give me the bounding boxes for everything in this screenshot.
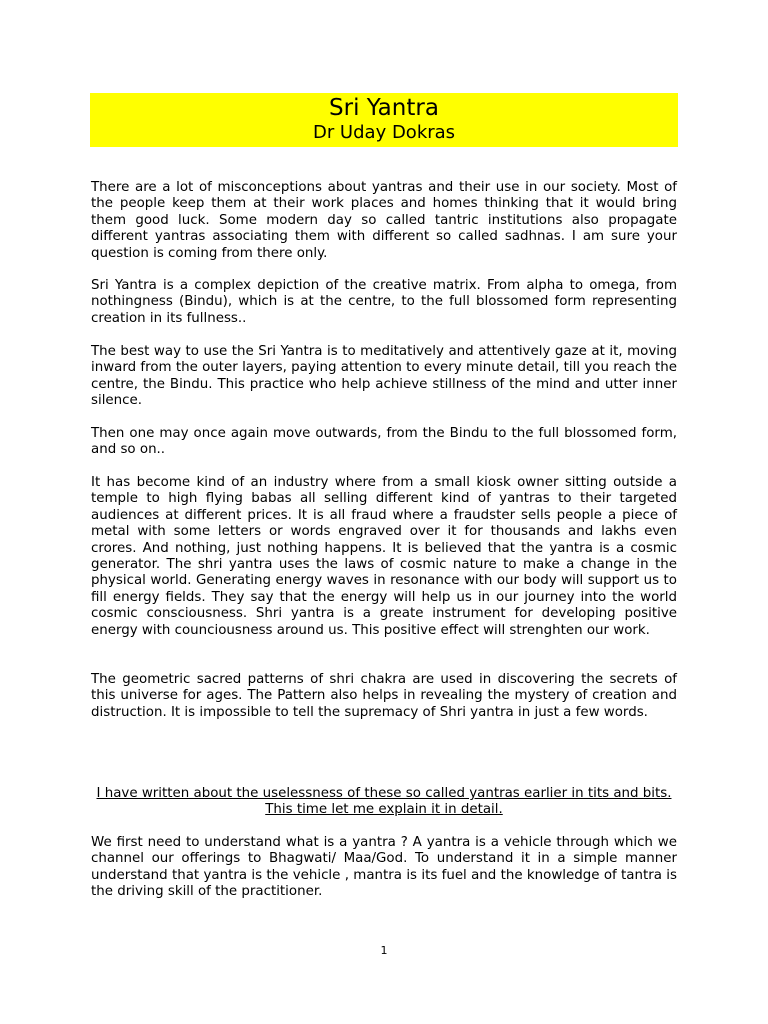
paragraph-misconceptions: There are a lot of misconceptions about yantras and their use in our society. Most of the people keep them at their work places and homes thinking that it would bring them good luck. Some modern day so called tantric institutions also propagate different yantras associating them with different so called sadhnas. I am sure your question is coming from there only. <box>91 180 677 261</box>
paragraph-what-is-yantra: We first need to understand what is a yantra ? A yantra is a vehicle through which we channel our offerings to Bhagwati/ Maa/God. To understand it in a simple manner understand that yantra is the vehicle , mantra is its fuel and the knowledge of tantra is the driving skill of the practitioner. <box>91 835 677 900</box>
paragraph-creative-matrix: Sri Yantra is a complex depiction of the creative matrix. From alpha to omega, from nothingness (Bindu), which is at the centre, to the full blossomed form representing creation in its fullness.. <box>91 278 677 326</box>
paragraph-sacred-patterns: The geometric sacred patterns of shri chakra are used in discovering the secrets of this universe for ages. The Pattern also helps in revealing the mystery of creation and distruction. It is impossible to tell the supremacy of Shri yantra in just a few words. <box>91 672 677 720</box>
underlined-note: I have written about the uselessness of these so called yantras earlier in tits and bits. This time let me explain it in detail. <box>96 786 672 818</box>
document-author: Dr Uday Dokras <box>312 122 456 143</box>
page-number: 1 <box>380 944 388 957</box>
paragraph-move-outwards: Then one may once again move outwards, from the Bindu to the full blossomed form, and so on.. <box>91 426 677 458</box>
paragraph-industry: It has become kind of an industry where from a small kiosk owner sitting outside a temple to high flying babas all selling different kind of yantras to their targeted audiences at different prices. It is all fraud where a fraudster sells people a piece of metal with some letters or words engraved over it for thousands and lakhs even crores. And nothing, just nothing happens. It is believed that the yantra is a cosmic generator. The shri yantra uses the laws of cosmic nature to make a change in the physical world. Generating energy waves in resonance with our body will support us to fill energy fields. They say that the energy will help us in our journey into the world cosmic consciousness. Shri yantra is a greate instrument for developing positive energy with counciousness around us. This positive effect will strenghten our work. <box>91 475 677 638</box>
title-banner <box>90 93 678 147</box>
document-title: Sri Yantra <box>329 95 439 121</box>
paragraph-how-to-use: The best way to use the Sri Yantra is to meditatively and attentively gaze at it, moving inward from the outer layers, paying attention to every minute detail, till you reach the centre, the Bindu. This practice who help achieve stillness of the mind and utter inner silence. <box>91 344 677 409</box>
